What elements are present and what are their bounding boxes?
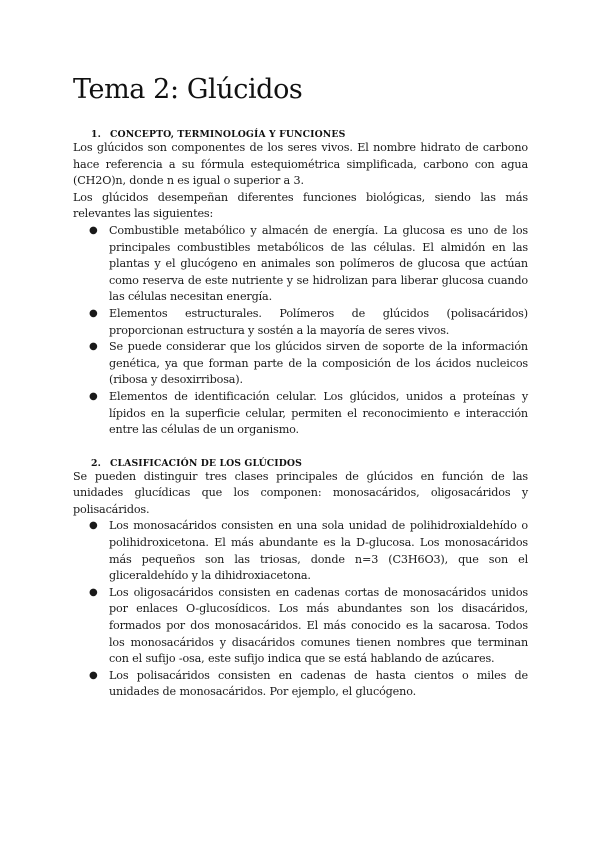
paragraph: Se pueden distinguir tres clases principales de glúcidos en función de las unidades glucídicas que los componen: monosacáridos, oligosacáridos y polisacáridos. xyxy=(73,469,528,516)
bullet-icon: ● xyxy=(89,307,98,319)
bullet-list-functions xyxy=(73,223,528,439)
bullet-list-classification xyxy=(73,518,528,667)
list-item xyxy=(73,585,528,668)
paragraph: Los glúcidos desempeñan diferentes funciones biológicas, siendo las más relevantes las siguientes: xyxy=(73,190,528,221)
list-item xyxy=(73,389,528,439)
bullet-icon: ● xyxy=(89,224,98,236)
bullet-icon: ● xyxy=(89,520,98,532)
list-item-text: Los monosacáridos consisten en una sola unidad de polihidroxialdehído o polihidroxicetona. El más abundante es la D-glucosa. Los monosacáridos más pequeños son las triosas, donde n=3 (C3H6O3), que son el gliceraldehído y la dihidroxiacetona. xyxy=(109,519,528,583)
bullet-list-polysaccharides xyxy=(73,668,528,701)
bullet-icon: ● xyxy=(89,341,98,353)
list-item xyxy=(73,518,528,584)
list-item xyxy=(73,223,528,306)
list-item-text: Elementos estructurales. Polímeros de glúcidos (polisacáridos) proporcionan estructura y sostén a la mayoría de seres vivos. xyxy=(109,306,528,337)
bullet-icon: ● xyxy=(89,390,98,402)
section-heading-text: CLASIFICACIÓN DE LOS GLÚCIDOS xyxy=(110,457,302,469)
list-item xyxy=(73,668,528,701)
page-title: Tema 2: Glúcidos xyxy=(73,74,303,105)
bullet-icon: ● xyxy=(89,669,98,681)
section-heading-2 xyxy=(91,458,528,469)
list-item-text: Los polisacáridos consisten en cadenas de hasta cientos o miles de unidades de monosacáridos. Por ejemplo, el glucógeno. xyxy=(109,668,528,699)
list-item xyxy=(73,306,528,339)
list-item xyxy=(73,339,528,389)
list-item-text: Los oligosacáridos consisten en cadenas cortas de monosacáridos unidos por enlaces O-glucosídicos. Los más abundantes son los disacáridos, formados por dos monosacáridos. El más conocido es la sacarosa. Todos los monosacáridos y disacáridos comunes tienen nombres que terminan con el sufijo -osa, este sufijo indica que se está hablando de azúcares. xyxy=(109,585,528,666)
paragraph: Los glúcidos son componentes de los seres vivos. El nombre hidrato de carbono hace referencia a su fórmula estequiométrica simplificada, carbono con agua (CH2O)n, donde n es igual o superior a 3. xyxy=(73,141,528,188)
section-heading-text: CONCEPTO, TERMINOLOGÍA Y FUNCIONES xyxy=(110,129,346,140)
list-item-text: Combustible metabólico y almacén de energía. La glucosa es uno de los principales combustibles metabólicos de las células. El almidón en las plantas y el glucógeno en animales son polímeros de glucosa que actúan como reserva de este nutriente y se hidrolizan para liberar glucosa cuando las células necesitan energía. xyxy=(109,223,528,304)
list-item-text: Se puede considerar que los glúcidos sirven de soporte de la información genética, ya que forman parte de la composición de los ácidos nucleicos (ribosa y desoxirribosa). xyxy=(109,340,528,387)
bullet-icon: ● xyxy=(89,586,98,598)
document-page xyxy=(73,70,528,701)
list-item-text: Elementos de identificación celular. Los glúcidos, unidos a proteínas y lípidos en la superficie celular, permiten el reconocimiento e interacción entre las células de un organismo. xyxy=(109,389,528,437)
section-heading-1 xyxy=(91,129,528,140)
section-number: 2. xyxy=(91,457,101,469)
section-number: 1. xyxy=(91,129,101,140)
